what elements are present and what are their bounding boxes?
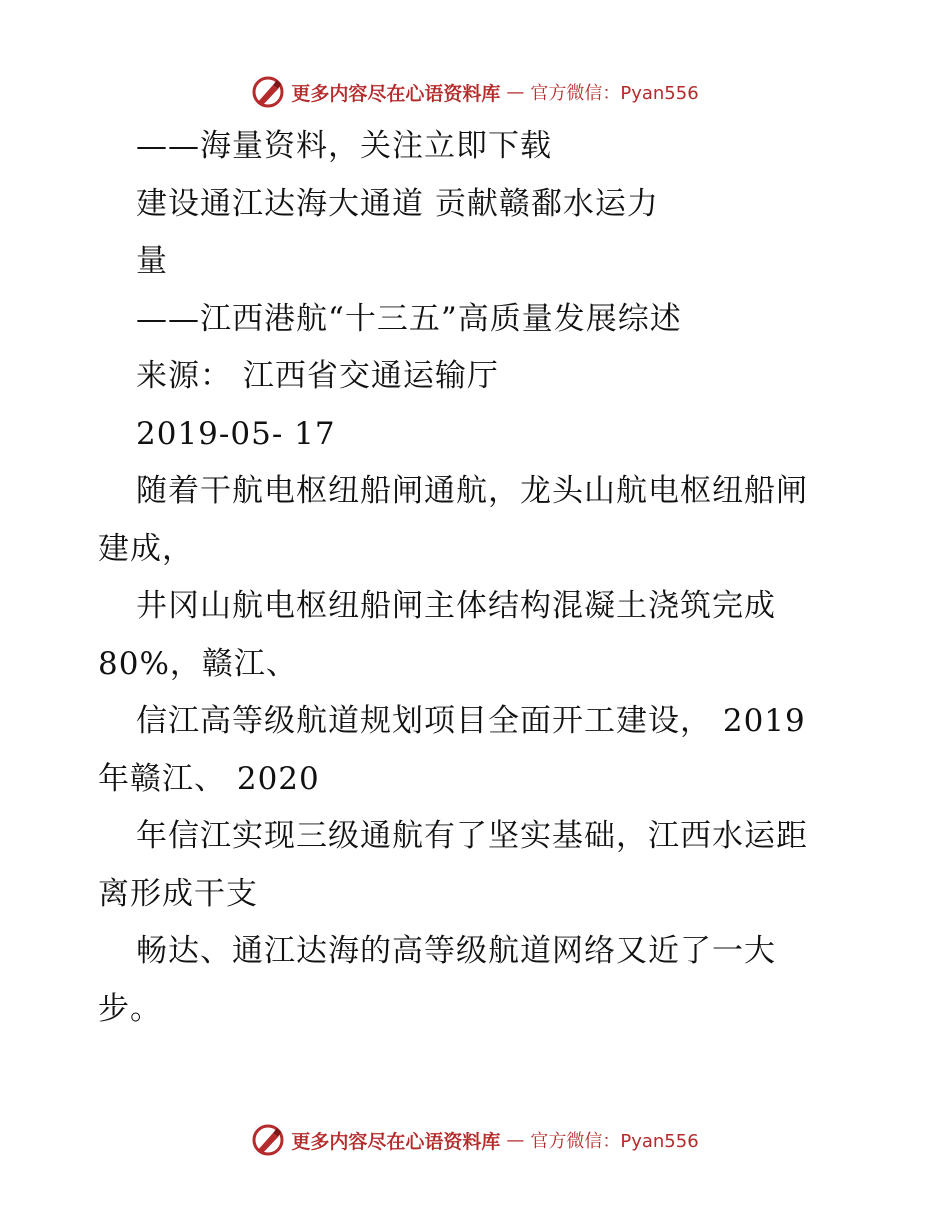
header-banner <box>0 72 950 112</box>
text-line: 年赣江、 2020 <box>98 760 320 797</box>
text-line: 步。 <box>98 990 162 1027</box>
text-line: ——江西港航“十三五”高质量发展综述 <box>136 300 682 337</box>
text-line: 畅达、通江达海的高等级航道网络又近了一大 <box>136 933 776 969</box>
text-line: 井冈山航电枢纽船闸主体结构混凝土浇筑完成 <box>136 588 776 624</box>
wechat-text: 官方微信：Pyan556 <box>530 1131 699 1152</box>
text-line: 信江高等级航道规划项目全面开工建设， 2019 <box>136 703 806 739</box>
brand-text: 更多内容尽在心语资料库 <box>291 1130 501 1153</box>
text-line: 离形成干支 <box>98 875 258 912</box>
text-line: 80%，赣江、 <box>98 645 298 682</box>
document-body <box>98 118 858 1038</box>
text-line: 量 <box>136 243 168 279</box>
pen-logo-icon <box>251 75 285 109</box>
text-line: 建成， <box>98 530 194 567</box>
text-line: 2019-05- 17 <box>136 415 336 452</box>
footer-banner <box>0 1120 950 1160</box>
text-line: 来源： 江西省交通运输厅 <box>136 358 499 394</box>
banner-dash: — <box>506 1129 525 1151</box>
wechat-text: 官方微信：Pyan556 <box>530 83 699 104</box>
text-line: 年信江实现三级通航有了坚实基础，江西水运距 <box>136 818 808 854</box>
text-line: 随着干航电枢纽船闸通航，龙头山航电枢纽船闸 <box>136 473 808 509</box>
text-line: 建设通江达海大通道 贡献赣鄱水运力 <box>136 185 659 222</box>
pen-logo-icon <box>251 1123 285 1157</box>
banner-dash: — <box>506 81 525 103</box>
text-line: ——海量资料，关注立即下载 <box>136 128 552 164</box>
brand-text: 更多内容尽在心语资料库 <box>291 82 501 105</box>
